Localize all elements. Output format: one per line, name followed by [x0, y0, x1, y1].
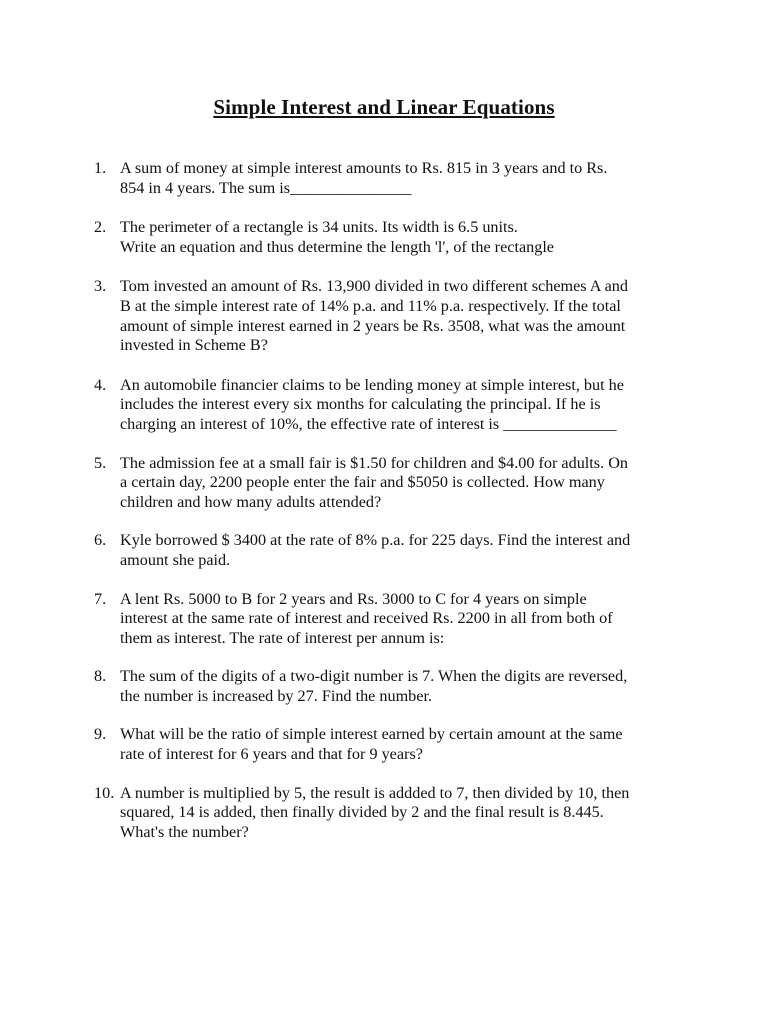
- question-text-line: An automobile financier claims to be lending money at simple interest, but he: [120, 375, 624, 394]
- question-text-line: charging an interest of 10%, the effective rate of interest is ______________: [120, 414, 617, 433]
- question-text-line: includes the interest every six months for calculating the principal. If he is: [120, 395, 601, 414]
- question-8: [94, 667, 704, 706]
- question-2: [94, 218, 704, 257]
- question-text-line: invested in Scheme B?: [120, 336, 268, 355]
- question-text-line: children and how many adults attended?: [120, 492, 382, 511]
- question-number: 9.: [94, 725, 107, 744]
- question-number: 10.: [94, 783, 115, 802]
- question-text-line: a certain day, 2200 people enter the fair and $5050 is collected. How many: [120, 473, 605, 492]
- question-text-line: the number is increased by 27. Find the number.: [120, 686, 432, 705]
- question-4: [94, 376, 704, 435]
- page-title: Simple Interest and Linear Equations: [213, 95, 555, 119]
- question-10: [94, 784, 704, 843]
- question-text-line: them as interest. The rate of interest per annum is:: [120, 628, 445, 647]
- question-text-line: What's the number?: [120, 822, 249, 841]
- question-text-line: A lent Rs. 5000 to B for 2 years and Rs. 3000 to C for 4 years on simple: [120, 589, 587, 608]
- question-6: [94, 531, 704, 570]
- question-text-line: amount of simple interest earned in 2 years be Rs. 3508, what was the amount: [120, 316, 626, 335]
- question-5: [94, 454, 704, 513]
- question-number: 4.: [94, 375, 107, 394]
- question-text-line: Tom invested an amount of Rs. 13,900 divided in two different schemes A and: [120, 277, 628, 296]
- question-text-line: A sum of money at simple interest amounts to Rs. 815 in 3 years and to Rs.: [120, 159, 608, 177]
- question-text-line: The admission fee at a small fair is $1.50 for children and $4.00 for adults. On: [120, 453, 628, 472]
- question-text-line: Kyle borrowed $ 3400 at the rate of 8% p.a. for 225 days. Find the interest and: [120, 531, 631, 550]
- question-1: [94, 159, 704, 198]
- question-number: 3.: [94, 277, 107, 296]
- question-7: [94, 590, 704, 649]
- question-text-line: B at the simple interest rate of 14% p.a. and 11% p.a. respectively. If the total: [120, 296, 621, 315]
- question-number: 8.: [94, 667, 107, 686]
- question-text-line: squared, 14 is added, then finally divided by 2 and the final result is 8.445.: [120, 803, 604, 822]
- question-text-line: The perimeter of a rectangle is 34 units. Its width is 6.5 units.: [120, 218, 518, 237]
- question-text-line: The sum of the digits of a two-digit number is 7. When the digits are reversed,: [120, 667, 628, 686]
- question-number: 6.: [94, 531, 107, 550]
- question-text-line: rate of interest for 6 years and that for 9 years?: [120, 745, 423, 764]
- question-text-line: A number is multiplied by 5, the result is addded to 7, then divided by 10, then: [120, 783, 630, 802]
- question-number: 2.: [94, 218, 107, 237]
- question-number: 7.: [94, 589, 107, 608]
- question-text-line: amount she paid.: [120, 550, 231, 569]
- question-number: 5.: [94, 453, 107, 472]
- question-text-line: 854 in 4 years. The sum is_______________: [120, 178, 412, 197]
- question-text-line: What will be the ratio of simple interest earned by certain amount at the same: [120, 725, 623, 744]
- question-text-line: Write an equation and thus determine the length 'l', of the rectangle: [120, 237, 554, 256]
- question-text-line: interest at the same rate of interest and received Rs. 2200 in all from both of: [120, 609, 613, 628]
- question-number: 1.: [94, 159, 107, 177]
- question-9: [94, 725, 704, 764]
- question-3: [94, 277, 704, 355]
- question-list: [94, 159, 704, 842]
